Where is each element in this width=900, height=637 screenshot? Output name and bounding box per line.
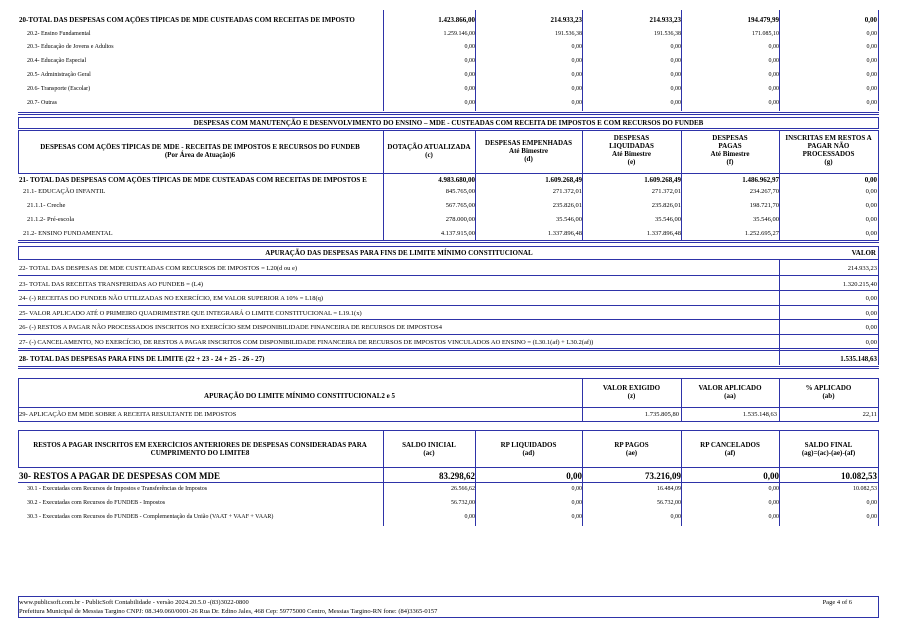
value-g: 0,00	[865, 230, 877, 237]
value-f: 0,00	[768, 72, 779, 78]
value-c: 278.000,00	[445, 216, 475, 223]
row-20-5	[0, 70, 900, 83]
value-g: 0,00	[864, 176, 877, 184]
header-line: DESPESAS COM AÇÕES TÍPICAS DE MDE - RECEITAS DE IMPOSTOS E RECURSOS DO FUNDEB	[40, 143, 360, 151]
value-e: 0,00	[670, 86, 681, 92]
row-21-1-1	[0, 200, 900, 213]
col-divider	[582, 130, 583, 240]
header-line: PAGAS	[718, 142, 742, 150]
value-d: 0,00	[571, 72, 582, 78]
row-divider	[18, 290, 879, 291]
value-ac: 56.732,00	[451, 500, 475, 506]
row-label: 20-TOTAL DAS DESPESAS COM AÇÕES TÍPICAS DE MDE CUSTEADAS COM RECEITAS DE IMPOSTO	[19, 16, 355, 24]
value-f: 194.479,99	[747, 16, 779, 24]
row-28-total	[0, 353, 900, 366]
row-value: 0,00	[865, 324, 877, 331]
row-divider	[18, 305, 879, 306]
row-label: 21.1.2- Pré-escola	[27, 216, 75, 223]
value-ab: 22,11	[862, 411, 877, 418]
value-e: 235.826,01	[651, 202, 681, 209]
row-label: 20.6- Transporte (Escolar)	[27, 86, 91, 92]
section4-title: APURAÇÃO DO LIMITE MÍNIMO CONSTITUCIONAL2 e 5	[204, 392, 395, 400]
row-label: 27- (-) CANCELAMENTO, NO EXERCÍCIO, DE RESTOS A PAGAR INSCRITOS COM DISPONIBILIDADE FINANCEIRA DE RECURSOS DE IMPOSTOS VINCULADOS AO ENSINO = (L30.1(af) + L30.2(af))	[19, 339, 594, 346]
value-g: 0,00	[865, 216, 877, 223]
header-line: RP PAGOS	[614, 441, 649, 449]
value-c: 1.259.146,00	[443, 31, 475, 37]
header-line: RP LIQUIDADOS	[500, 441, 557, 449]
header-rp-pagos	[582, 441, 681, 457]
value-ad: 0,00	[571, 486, 582, 492]
row-21-1-2	[0, 214, 900, 227]
value-c: 4.137.915,00	[440, 230, 475, 237]
section3-value-header: VALOR	[851, 249, 876, 257]
row-label: 30.1 - Executadas com Recursos de Impostos e Transferências de Impostos	[27, 486, 208, 492]
value-g: 0,00	[866, 86, 877, 92]
row-label: 21- TOTAL DAS DESPESAS COM AÇÕES TÍPICAS DE MDE CUSTEADAS COM RECEITAS DE IMPOSTOS E	[19, 176, 367, 184]
col-divider	[779, 130, 780, 240]
value-c: 0,00	[464, 86, 475, 92]
col-divider	[582, 378, 583, 422]
row-label: 20.7- Outras	[27, 100, 57, 106]
value-ae: 73.216,09	[645, 471, 681, 481]
value-f: 0,00	[768, 44, 779, 50]
value-af: 0,00	[768, 500, 779, 506]
value-e: 0,00	[670, 58, 681, 64]
row-label: 24- (-) RECEITAS DO FUNDEB NÃO UTILIZADAS NO EXERCÍCIO, EM VALOR SUPERIOR A 10% = L18(q)	[19, 295, 324, 302]
footer-entity-info: Prefeitura Municipal de Messias Targino CNPJ: 08.349.060/0001-26 Rua Dr. Edino Jales, 468 Cep: 59775000 Centro, Messias Targino-RN fone: (84)3365-0157	[19, 608, 438, 615]
header-dotacao	[383, 143, 475, 159]
header-line: (d)	[524, 155, 533, 163]
header-valor-aplicado	[681, 384, 779, 400]
value-z: 1.735.805,80	[644, 411, 679, 418]
row-label: 30.2 - Executadas com Recursos do FUNDEB - Impostos	[27, 500, 166, 506]
col-divider	[582, 430, 583, 526]
value-c: 4.983.680,00	[438, 176, 475, 184]
header-line: DESPESAS EMPENHADAS	[485, 139, 572, 147]
row-20-3	[0, 42, 900, 55]
header-line: CUMPRIMENTO DO LIMITE8	[150, 449, 250, 457]
row-label: 20.3- Educação de Jovens e Adultos	[27, 44, 114, 50]
row-label: 22- TOTAL DAS DESPESAS DE MDE CUSTEADAS COM RECURSOS DE IMPOSTOS = L20(d ou e)	[19, 265, 298, 272]
header-line: (af)	[724, 449, 736, 457]
section3-title: APURAÇÃO DAS DESPESAS PARA FINS DE LIMITE MÍNIMO CONSTITUCIONAL	[265, 249, 533, 257]
footer-divider	[18, 617, 879, 618]
row-divider	[18, 319, 879, 320]
value-ae: 0,00	[670, 514, 681, 520]
row-label: 25- VALOR APLICADO ATÉ O PRIMEIRO QUADRIMESTRE QUE INTEGRARÁ O LIMITE CONSTITUCIONAL = L19.1(x)	[19, 310, 362, 317]
header-line: RP CANCELADOS	[700, 441, 760, 449]
row-label: 29- APLICAÇÃO EM MDE SOBRE A RECEITA RESULTANTE DE IMPOSTOS	[19, 411, 237, 418]
row-20-total	[0, 14, 900, 27]
header-line: DOTAÇÃO ATUALIZADA	[387, 143, 471, 151]
header-line: VALOR APLICADO	[698, 384, 762, 392]
header-liquidadas	[582, 134, 681, 166]
header-inscritas	[779, 134, 878, 166]
value-e: 1.609.268,49	[644, 176, 681, 184]
header-line: PROCESSADOS	[802, 150, 855, 158]
value-g: 0,00	[866, 44, 877, 50]
header-line: (ac)	[423, 449, 435, 457]
value-ag: 0,00	[866, 514, 877, 520]
col-divider	[681, 378, 682, 422]
value-d: 35.546,00	[556, 216, 582, 223]
row-label: 21.2- ENSINO FUNDAMENTAL	[23, 230, 113, 237]
col-divider	[475, 130, 476, 240]
value-ae: 56.732,00	[657, 500, 681, 506]
header-rp-cancelados	[681, 441, 779, 457]
value-ac: 0,00	[464, 514, 475, 520]
row-divider	[18, 275, 879, 276]
value-c: 1.423.866,00	[438, 16, 475, 24]
row-divider	[18, 334, 879, 335]
value-g: 0,00	[864, 16, 877, 24]
header-empenhadas	[475, 139, 582, 163]
row-value: 0,00	[865, 295, 877, 302]
row-label: 21.1.1- Creche	[27, 202, 66, 209]
value-e: 1.337.896,48	[646, 230, 681, 237]
value-d: 235.826,01	[552, 202, 582, 209]
value-g: 0,00	[865, 202, 877, 209]
value-g: 0,00	[866, 31, 877, 37]
row-20-6	[0, 84, 900, 97]
value-f: 1.486.962,97	[742, 176, 779, 184]
value-ad: 0,00	[566, 471, 582, 481]
row-label: 30.3 - Executadas com Recursos do FUNDEB - Complementação da União (VAAT + VAAF + VAAR)	[27, 514, 274, 520]
col-divider	[878, 378, 879, 422]
col-divider	[878, 430, 879, 526]
row-label: 20.5- Administração Geral	[27, 72, 91, 78]
section2-label-header	[18, 143, 382, 159]
header-line: % APLICADO	[805, 384, 852, 392]
row-label: 21.1- EDUCAÇÃO INFANTIL	[23, 188, 106, 195]
footer-border	[18, 596, 19, 618]
section2-title: DESPESAS COM MANUTENÇÃO E DESENVOLVIMENTO DO ENSINO – MDE - CUSTEADAS COM RECEITA DE IMPOSTOS E COM RECURSOS DO FUNDEB	[193, 119, 704, 127]
footer-divider	[18, 596, 879, 597]
value-af: 0,00	[768, 486, 779, 492]
value-c: 0,00	[464, 58, 475, 64]
value-d: 1.337.896,48	[547, 230, 582, 237]
header-line: DESPESAS	[613, 134, 650, 142]
value-aa: 1.535.148,63	[742, 411, 777, 418]
value-g: 0,00	[866, 100, 877, 106]
value-d: 0,00	[571, 86, 582, 92]
col-divider	[582, 10, 583, 111]
col-divider	[383, 430, 384, 526]
value-ae: 16.484,09	[657, 486, 681, 492]
header-line: RESTOS A PAGAR INSCRITOS EM EXERCÍCIOS ANTERIORES DE DESPESAS CONSIDERADAS PARA	[33, 441, 367, 449]
value-ag: 0,00	[866, 500, 877, 506]
header-line: (ag)=(ac)-(ae)-(af)	[801, 449, 856, 457]
col-divider	[779, 10, 780, 111]
header-line: (ae)	[625, 449, 638, 457]
col-divider	[475, 430, 476, 526]
value-af: 0,00	[763, 471, 779, 481]
row-divider	[18, 421, 879, 422]
header-line: (f)	[726, 158, 734, 166]
col-divider	[878, 10, 879, 111]
col-divider	[383, 130, 384, 240]
row-label: 28- TOTAL DAS DESPESAS PARA FINS DE LIMITE (22 + 23 - 24 + 25 - 26 - 27)	[19, 355, 265, 363]
row-value: 1.320.215,40	[842, 281, 877, 288]
value-e: 0,00	[670, 72, 681, 78]
col-divider	[681, 430, 682, 526]
value-f: 198.721,70	[749, 202, 779, 209]
header-line: INSCRITAS EM RESTOS A	[785, 134, 872, 142]
value-d: 191.536,38	[555, 31, 582, 37]
col-divider	[779, 378, 780, 422]
header-saldo-final	[779, 441, 878, 457]
value-f: 1.252.695,27	[744, 230, 779, 237]
col-divider	[681, 130, 682, 240]
row-30-2	[0, 498, 900, 511]
header-line: (ab)	[822, 392, 835, 400]
header-line: (c)	[425, 151, 433, 159]
col-divider	[383, 10, 384, 111]
value-ad: 0,00	[571, 514, 582, 520]
row-30-3	[0, 512, 900, 525]
header-line: (aa)	[724, 392, 736, 400]
col-divider	[18, 378, 19, 422]
value-ac: 26.566,62	[451, 486, 475, 492]
header-line: VALOR EXIGIDO	[602, 384, 661, 392]
header-pagas	[681, 134, 779, 166]
col-divider	[878, 130, 879, 240]
value-c: 845.765,00	[445, 188, 475, 195]
value-af: 0,00	[768, 514, 779, 520]
value-e: 214.933,23	[649, 16, 681, 24]
value-d: 0,00	[571, 58, 582, 64]
col-divider	[475, 10, 476, 111]
value-f: 0,00	[768, 58, 779, 64]
row-30-1	[0, 484, 900, 497]
row-21-1	[0, 186, 900, 199]
value-ag: 10.082,53	[853, 486, 877, 492]
header-line: SALDO FINAL	[804, 441, 853, 449]
header-line: (g)	[824, 158, 833, 166]
section-divider	[18, 348, 879, 351]
value-c: 0,00	[464, 100, 475, 106]
header-line: Até Bimestre	[509, 147, 548, 155]
header-line: Até Bimestre	[710, 150, 750, 158]
row-divider	[18, 482, 879, 483]
header-rp-liquidados	[475, 441, 582, 457]
value-g: 0,00	[866, 58, 877, 64]
value-f: 234.267,70	[749, 188, 779, 195]
section-divider	[18, 240, 879, 243]
value-g: 0,00	[866, 72, 877, 78]
value-e: 0,00	[670, 100, 681, 106]
footer-software-info: www.publicsoft.com.br - PublicSoft Contabilidade - versão 2024.20.5.0 -(83)3022-0800	[19, 599, 249, 606]
value-e: 271.372,01	[651, 188, 681, 195]
col-divider	[779, 430, 780, 526]
value-f: 35.546,00	[753, 216, 779, 223]
page-number: Page 4 of 6	[822, 599, 852, 606]
value-e: 0,00	[670, 44, 681, 50]
value-f: 0,00	[768, 86, 779, 92]
row-label: 20.2- Ensino Fundamental	[27, 31, 91, 37]
header-percent-aplicado	[779, 384, 878, 400]
value-ad: 0,00	[571, 500, 582, 506]
row-label: 23- TOTAL DAS RECEITAS TRANSFERIDAS AO FUNDEB = (L4)	[19, 281, 204, 288]
header-line: SALDO INICIAL	[402, 441, 456, 449]
section-divider	[18, 366, 879, 369]
col-divider	[779, 260, 780, 365]
section5-title	[18, 441, 382, 457]
header-line: (z)	[627, 392, 636, 400]
row-label: 26- (-) RESTOS A PAGAR NÃO PROCESSADOS INSCRITOS NO EXERCÍCIO SEM DISPONIBILIDADE FINANCEIRA DE RECURSOS DE IMPOSTOS4	[19, 324, 443, 331]
value-c: 0,00	[464, 44, 475, 50]
value-d: 0,00	[571, 100, 582, 106]
col-divider	[878, 260, 879, 365]
value-c: 567.765,00	[445, 202, 475, 209]
value-ag: 10.082,53	[841, 471, 877, 481]
header-line: (Por Área de Atuação)6	[164, 151, 236, 159]
row-value: 0,00	[865, 339, 877, 346]
row-label: 30- RESTOS A PAGAR DE DESPESAS COM MDE	[19, 471, 220, 481]
header-line: (e)	[627, 158, 636, 166]
col-divider	[681, 10, 682, 111]
section-divider	[18, 112, 879, 115]
header-line: Até Bimestre	[612, 150, 651, 158]
value-f: 171.085,10	[752, 31, 779, 37]
row-value: 0,00	[865, 310, 877, 317]
value-d: 1.609.268,49	[545, 176, 582, 184]
row-20-2	[0, 29, 900, 42]
value-e: 191.536,38	[654, 31, 681, 37]
row-20-4	[0, 56, 900, 69]
value-g: 0,00	[865, 188, 877, 195]
row-label: 20.4- Educação Especial	[27, 58, 87, 64]
row-20-7	[0, 98, 900, 111]
row-value: 1.535.148,63	[840, 355, 877, 363]
header-saldo-inicial	[383, 441, 475, 457]
header-valor-exigido	[582, 384, 681, 400]
value-d: 0,00	[571, 44, 582, 50]
value-c: 0,00	[464, 72, 475, 78]
value-e: 35.546,00	[655, 216, 681, 223]
value-d: 214.933,23	[550, 16, 582, 24]
footer-border	[878, 596, 879, 618]
header-line: LIQUIDADAS	[609, 142, 654, 150]
value-ac: 83.298,62	[439, 471, 475, 481]
header-line: PAGAR NÃO	[807, 142, 850, 150]
value-f: 0,00	[768, 100, 779, 106]
row-value: 214.933,23	[847, 265, 877, 272]
header-line: DESPESAS	[712, 134, 748, 142]
header-line: (ad)	[522, 449, 535, 457]
value-d: 271.372,01	[552, 188, 582, 195]
